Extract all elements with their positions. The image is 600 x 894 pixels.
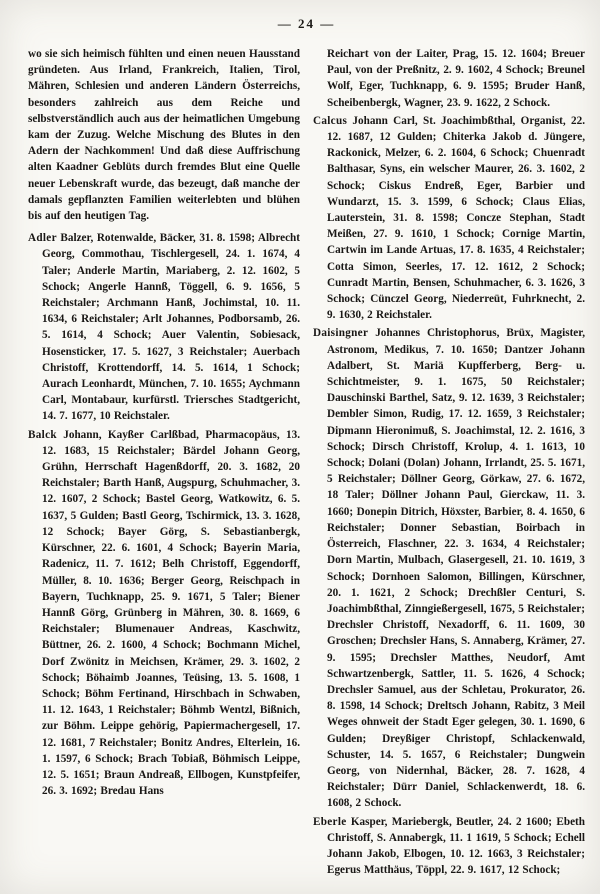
- entry-text: Kasper, Mariebergk, Beutler, 24. 2 1600; Ebeth Christoff, S. Annabergk, 11. 1 1619, 5 Schock; Echell Johann Jakob, Elbogen, 10. 12. 1663, 3 Reichstaler; Egerus Matthäus, Töppl, 22. 9. 1617, 12 Schock;: [327, 815, 585, 877]
- entry-text: Johann Carl, St. Joachimbßthal, Organist, 22. 12. 1687, 12 Gulden; Chiterka Jakob d. Jüngere, Rackonick, Melzer, 6. 2. 1604, 6 Schock; Chuenradt Balthasar, Syns, ein welscher Maurer, 26. 3. 1602, 2 Schock; Ciskus Endreß, Eger, Barbier und Wundarzt, 15. 3. 1599, 6 Schock; Claus Elias, Lauterstein, 31. 8. 1598; Concze Stephan, Stadt Meißen, 27. 9. 1610, 1 Schock; Cornige Martin, Cartwin im Lande Artuas, 17. 8. 1635, 4 Reichstaler; Cotta Simon, Seerles, 17. 12. 1612, 2 Schock; Cunradt Martin, Bensen, Schuhmacher, 6. 3. 1626, 3 Schock; Cünczel Georg, Niederreüt, Fuhrknecht, 2. 9. 1630, 2 Reichstaler.: [327, 114, 585, 322]
- left-column: [28, 46, 300, 880]
- entry-text: Johann, Kayßer Carlßbad, Pharmacopäus, 13. 12. 1683, 15 Reichstaler; Bärdel Johann Georg, Grühn, Herrschaft Hagenßdorff, 20. 3. 1682, 20 Reichstaler; Barth Hanß, Augspurg, Schuhmacher, 3. 12. 1607, 2 Schock; Bastel Georg, Watkowitz, 6. 5. 1637, 5 Gulden; Bastl Georg, Tschirmick, 13. 3. 1628, 12 Schock; Bayer Görg, S. Sebastianbergk, Kürschner, 22. 6. 1601, 4 Schock; Bayerin Maria, Radenicz, 11. 7. 1612; Belh Christoff, Eggendorff, Müller, 8. 10. 1636; Berger Georg, Reischpach in Bayern, Tuchknapp, 25. 9. 1671, 5 Taler; Biener Hannß Görg, Grünberg in Mähren, 30. 8. 1669, 6 Reichstaler; Blumenauer Andreas, Kaschwitz, Büttner, 26. 2. 1600, 4 Schock; Bochmann Michel, Dorf Zwönitz in Meichsen, Krämer, 29. 3. 1602, 2 Schock; Böhaimb Joannes, Teüsing, 13. 5. 1608, 1 Schock; Böhm Fertinand, Hirschbach in Schwaben, 11. 12. 1643, 1 Reichstaler; Böhmb Wentzl, Bißnich, zur Böhm. Leippe gehörig, Papiermachergesell, 17. 12. 1681, 7 Reichstaler; Bonitz Andres, Elterlein, 16. 1. 1597, 6 Schock; Brach Tobiaß, Böhmisch Leippe, 12. 5. 1651; Braun Andreaß, Ellbogen, Kunstpfeifer, 26. 3. 1692; Bredau Hans: [42, 428, 300, 798]
- entry-continuation: Reichart von der Laiter, Prag, 15. 12. 1604; Breuer Paul, von der Preßnitz, 2. 9. 1602, 4 Schock; Breunel Wolf, Eger, Tuchknapp, 6. 9. 1595; Bruder Hanß, Scheibenbergk, Wagner, 23. 9. 1622, 2 Schock.: [327, 48, 585, 109]
- register-entry-adler: [28, 230, 300, 424]
- register-entry-daisingner: [313, 325, 585, 811]
- entry-surname: Eberle: [313, 815, 347, 828]
- entry-text: Balzer, Rotenwalde, Bäcker, 31. 8. 1598; Albrecht Georg, Commothau, Tischlergesell, 24. 1. 1674, 4 Taler; Anderle Martin, Mariaberg, 2. 12. 1602, 5 Schock; Angerle Hannß, Töggell, 6. 9. 1656, 5 Reichstaler; Archmann Hanß, Jochimstal, 10. 11. 1634, 6 Reichstaler; Arlt Johannes, Podborsamb, 26. 5. 1614, 4 Schock; Auer Valentin, Sobiesack, Hosensticker, 17. 5. 1627, 3 Reichstaler; Auerbach Christoff, Krottendorff, 14. 5. 1614, 1 Schock; Aurach Leonhardt, München, 7. 10. 1655; Aychmann Carl, Montabaur, kurfürstl. Triersches Stadtgericht, 14. 7. 1677, 10 Reichstaler.: [42, 232, 300, 423]
- entry-surname: Balck: [28, 428, 57, 441]
- right-column: [313, 46, 585, 880]
- register-entry-calcus: [313, 113, 585, 324]
- entry-surname: Calcus: [313, 114, 348, 127]
- two-column-text: [28, 46, 585, 880]
- register-entry-balck: [28, 427, 300, 800]
- register-entry-eberle: [313, 814, 585, 879]
- entry-text: Johannes Christophorus, Brüx, Magister, Astronom, Medikus, 7. 10. 1650; Dantzer Johann Adalbert, St. Mariä Kupfferberg, Berg- u. Schichtmeister, 9. 1. 1675, 50 Reichstaler; Dauschinski Barthel, Satz, 9. 12. 1639, 3 Reichstaler; Dembler Simon, Rudig, 17. 12. 1659, 3 Reichstaler; Dipmann Hieronimuß, S. Joachimstal, 12. 2. 1616, 3 Schock; Dirsch Christoff, Krolup, 4. 1. 1613, 10 Schock; Dolani (Dolan) Johann, Irrlandt, 25. 5. 1671, 5 Reichstaler; Döllner Georg, Görkaw, 27. 6. 1672, 18 Taler; Döllner Johann Paul, Gierckaw, 11. 3. 1660; Donepin Ditrich, Höxster, Barbier, 8. 4. 1650, 6 Reichstaler; Donner Sebastian, Boirbach in Österreich, Flaschner, 22. 3. 1634, 4 Reichstaler; Dorn Martin, Mulbach, Glasergesell, 21. 10. 1619, 3 Schock; Dornhoen Salomon, Billingen, Kürschner, 20. 1. 1621, 2 Schock; Drechßler Centuri, S. Joachimbßthal, Zinngießergesell, 1675, 5 Reichstaler; Drechsler Christoff, Nexadorff, 6. 11. 1609, 30 Groschen; Drechsler Hans, S. Annaberg, Krämer, 27. 9. 1595; Drechsler Matthes, Neudorf, Amt Schwartzenbergk, Sattler, 11. 5. 1626, 4 Schock; Drechsler Samuel, aus der Schletau, Prokurator, 26. 8. 1598, 14 Schock; Dreltsch Johann, Rabitz, 3 Meil Weges ohnweit der Stadt Eger gelegen, 30. 1. 1690, 6 Gulden; Dreyßiger Christopf, Schlackenwald, Schuster, 14. 5. 1657, 6 Reichstaler; Dungwein Georg, von Nidernhal, Bäcker, 28. 7. 1628, 4 Reichstaler; Dürr Daniel, Schlackenwerdt, 18. 6. 1608, 2 Schock.: [327, 327, 585, 810]
- intro-paragraph: wo sie sich heimisch fühlten und einen neuen Hausstand gründeten. Aus Irland, Frankreich, Italien, Tirol, Mähren, Schlesien und anderen Ländern Österreichs, besonders zahlreich aus dem Reiche und selbstverständlich auch aus der heimatlichen Umgebung kam der Zuzug. Welche Mischung des Blutes in den Adern der Nachkommen! Und daß diese Auffrischung alten Kaadner Geblüts durch fremdes Blut eine Quelle neuer Lebenskraft wurde, das bezeugt, daß manche der damals gepflanzten Familien weiterlebten und blühen bis auf den heutigen Tag.: [28, 48, 300, 223]
- page-number: — 24 —: [277, 16, 336, 31]
- entry-surname: Daisingner: [313, 327, 369, 340]
- entry-surname: Adler: [28, 232, 57, 245]
